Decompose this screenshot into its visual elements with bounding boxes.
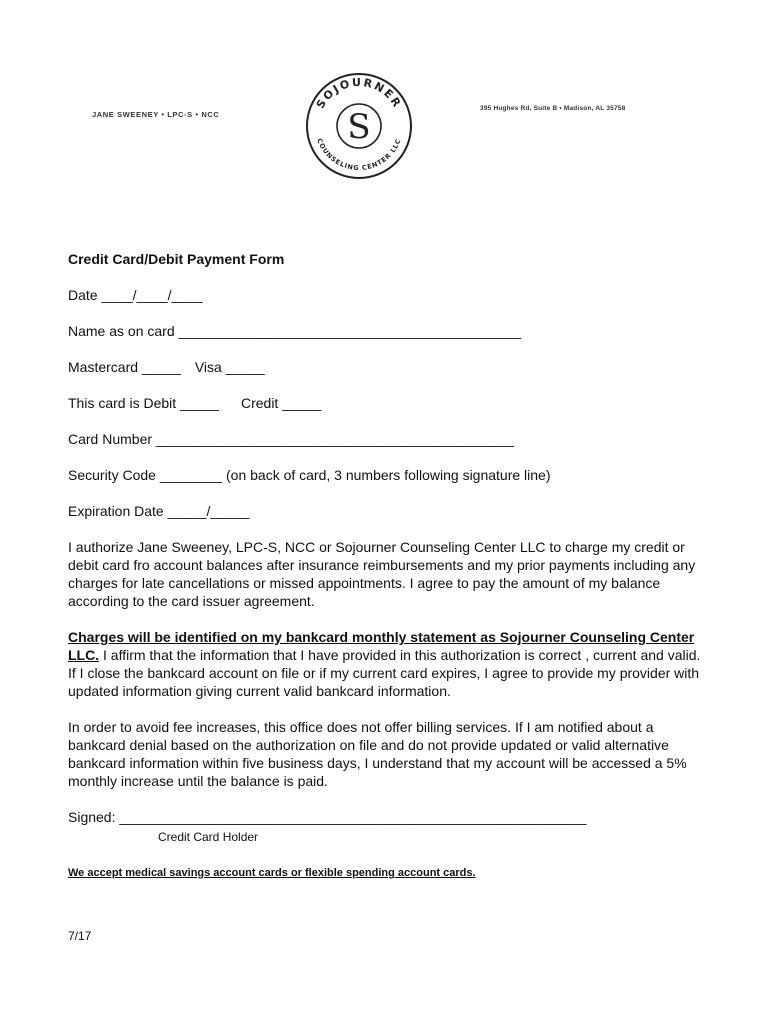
- payment-form: [68, 250, 708, 882]
- debit-field: This card is Debit _____: [68, 395, 219, 411]
- mastercard-field: Mastercard _____: [68, 359, 181, 375]
- svg-text:SOJOURNER: [314, 76, 404, 111]
- date-field: Date ____/____/____: [68, 287, 203, 303]
- card-type-row: [68, 358, 708, 376]
- credit-field: Credit _____: [240, 395, 322, 411]
- practice-address: 395 Hughes Rd, Suite B • Madison, AL 35758: [480, 105, 626, 112]
- signature-caption: Credit Card Holder: [158, 830, 259, 844]
- signature-line: Signed: ____________________________________________________________: [68, 809, 587, 825]
- name-on-card-field: Name as on card ____________________________________________: [68, 323, 522, 339]
- expiration-date-field: Expiration Date _____/_____: [68, 503, 250, 519]
- logo-ring-top: SOJOURNER: [313, 75, 405, 111]
- accepted-cards-notice: We accept medical savings account cards or flexible spending account cards.: [68, 867, 476, 879]
- debit-credit-row: [68, 394, 708, 412]
- sojourner-logo: [305, 72, 413, 180]
- practitioner-credentials: JANE SWEENEY • LPC-S • NCC: [92, 110, 220, 119]
- fee-paragraph: In order to avoid fee increases, this office does not offer billing services. If I am notified about a bankcard denial based on the authorization on file and do not provide updated or valid alternative bankcard information within five business days, I understand that my account will be accessed a 5% monthly increase until the balance is paid.: [68, 719, 687, 789]
- form-title: Credit Card/Debit Payment Form: [68, 251, 285, 267]
- charges-statement-rest: I affirm that the information that I have provided in this authorization is correct , current and valid. If I close the bankcard account on file or if my current card expires, I agree to provide my provider with updated information giving current valid bankcard information.: [68, 647, 701, 699]
- charges-statement-bold: Charges will be identified on my bankcard monthly statement as Sojourner Counseling Center LLC.: [68, 629, 695, 663]
- logo-monogram: S: [347, 107, 371, 147]
- authorization-paragraph: I authorize Jane Sweeney, LPC-S, NCC or Sojourner Counseling Center LLC to charge my credit or debit card fro account balances after insurance reimbursements and my prior payments including any charges for late cancellations or missed appointments. I agree to pay the amount of my balance according to the card issuer agreement.: [68, 539, 696, 609]
- charges-paragraph: [68, 628, 708, 700]
- visa-field: Visa _____: [194, 359, 265, 375]
- logo-seal-graphic: [305, 72, 413, 180]
- card-number-field: Card Number ______________________________________________: [68, 431, 515, 447]
- version-footer: 7/17: [68, 929, 92, 943]
- logo-ring-bottom: COUNSELING CENTER LLC: [315, 137, 403, 173]
- security-code-field: Security Code ________ (on back of card, 3 numbers following signature line): [68, 467, 551, 483]
